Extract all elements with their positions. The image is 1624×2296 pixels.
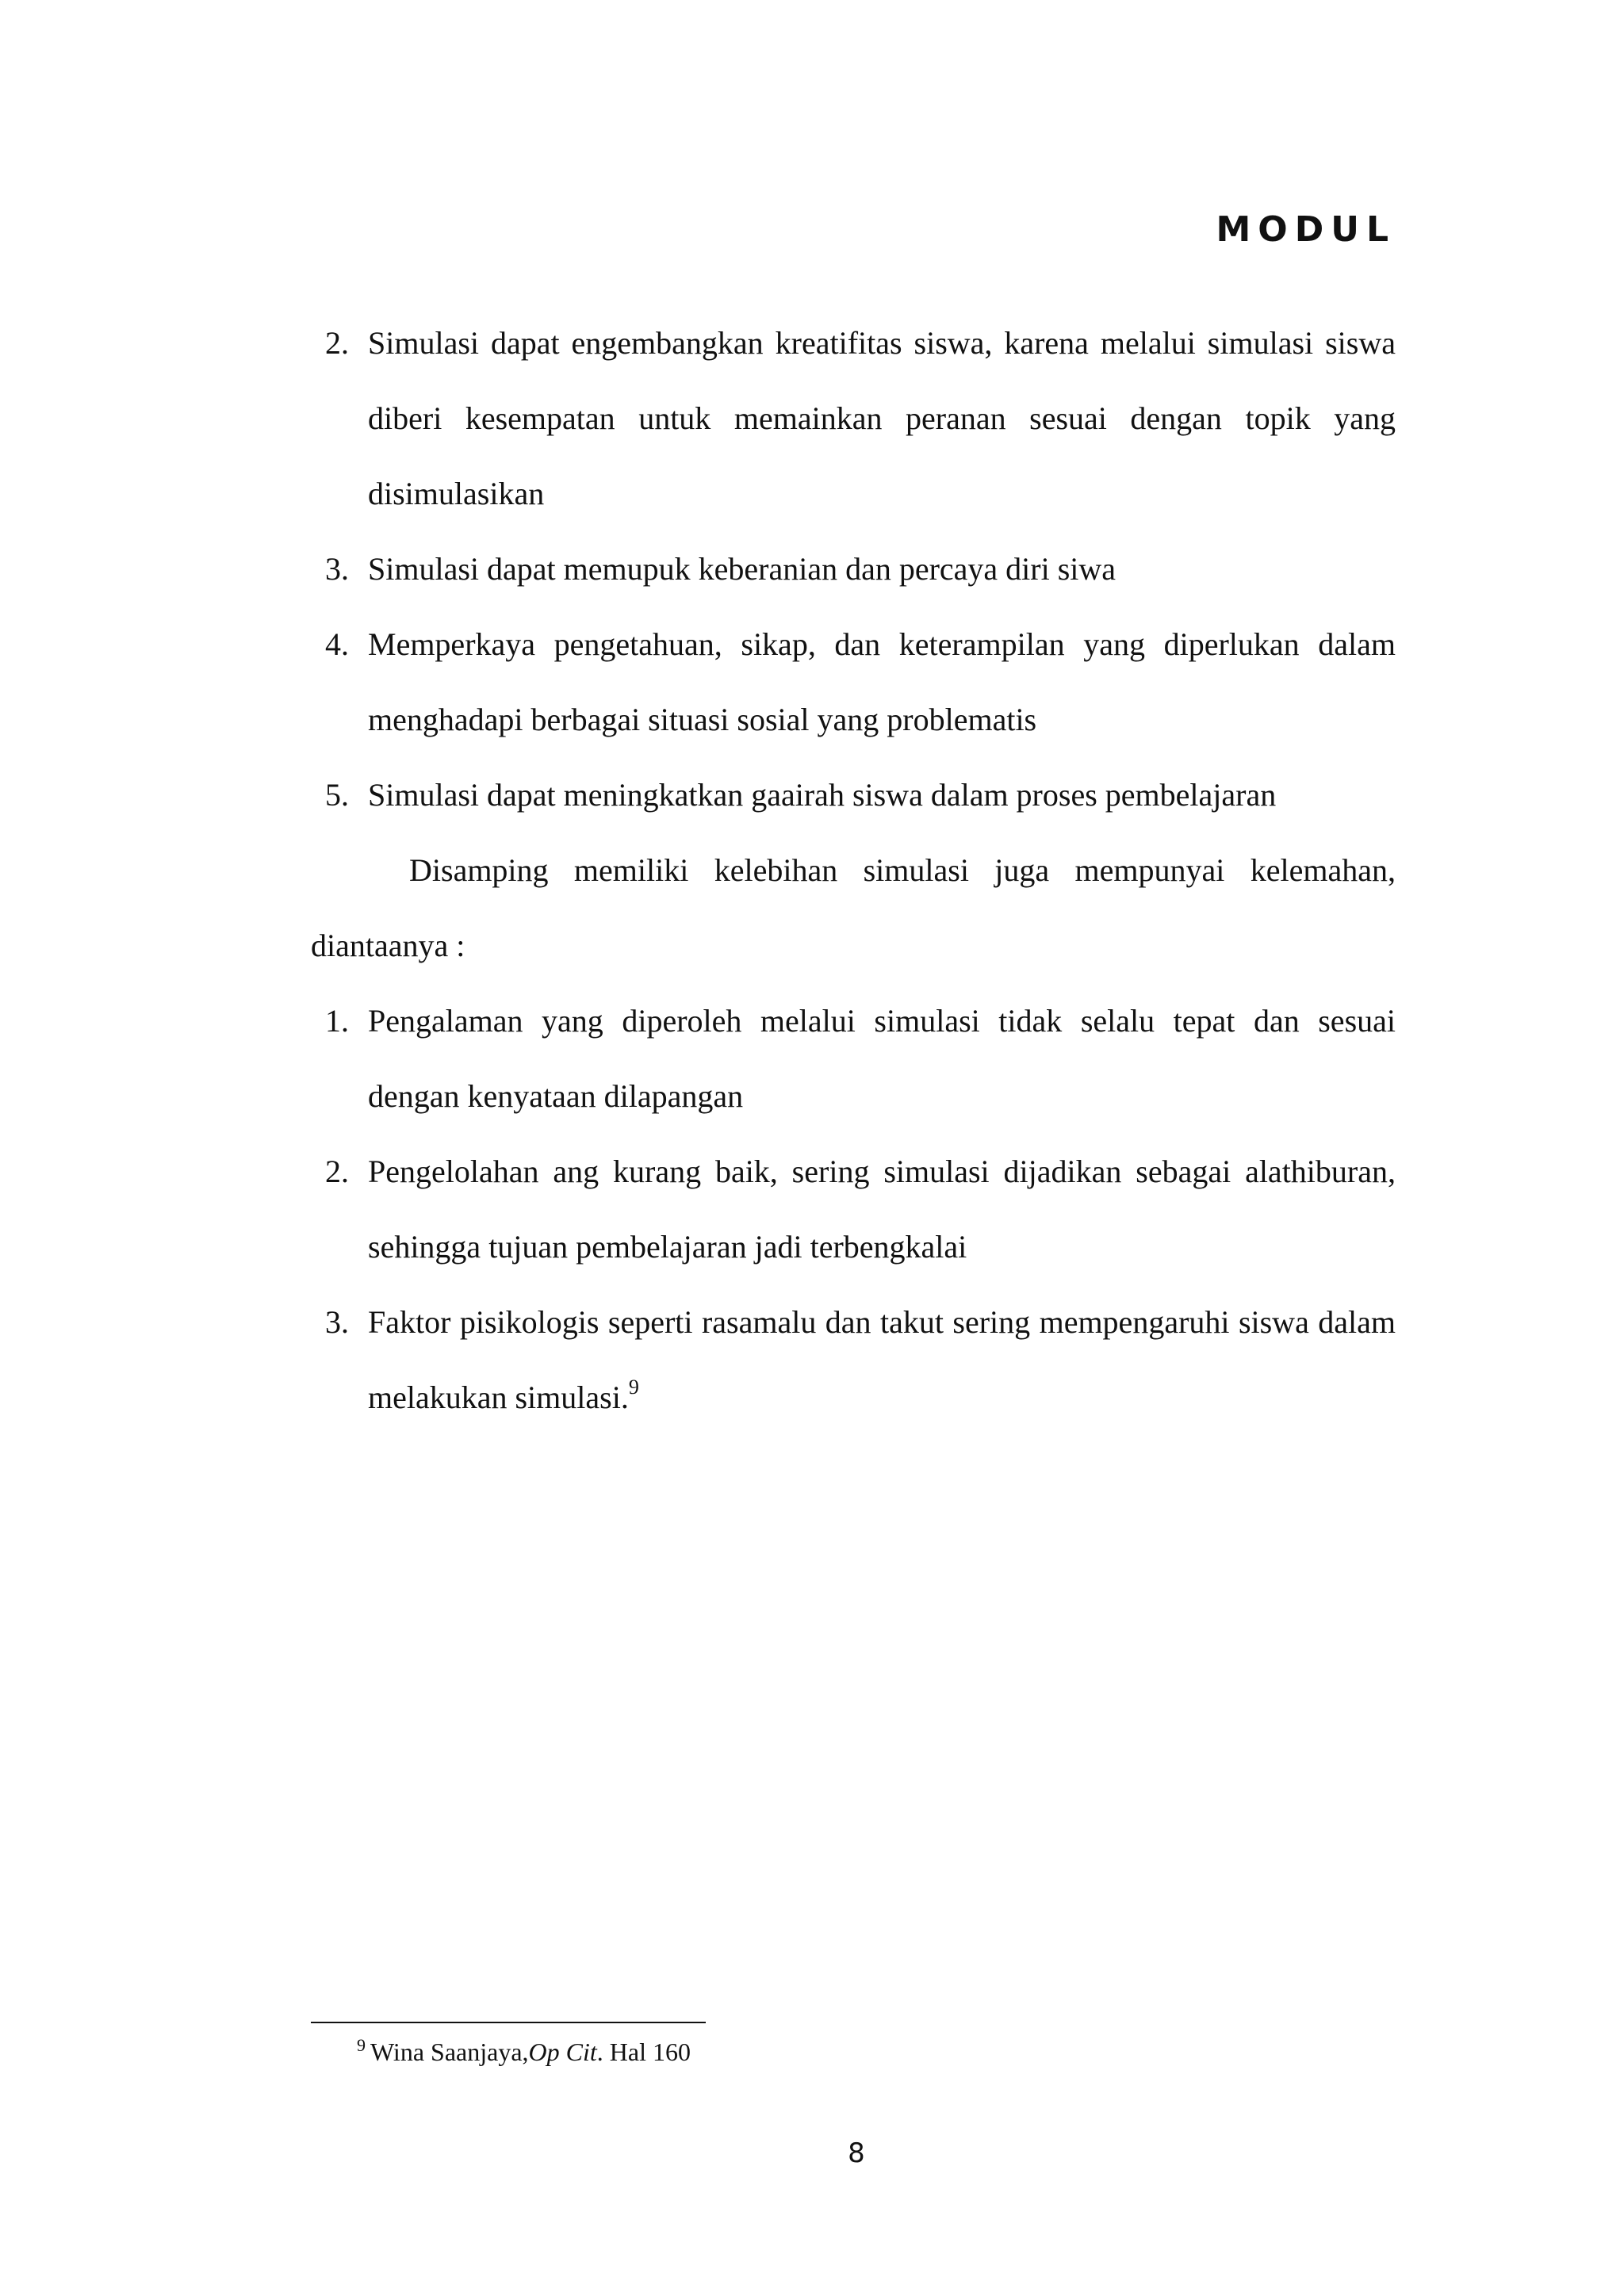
list-item-number: 4.: [325, 626, 349, 662]
footnote-reference[interactable]: 9: [628, 1375, 639, 1399]
running-header-title: MODUL: [1216, 209, 1396, 250]
list-item-number: 1.: [325, 1003, 349, 1039]
list-item-text: Simulasi dapat engembangkan kreatifitas siswa, karena melalui simulasi siswa diberi kesempatan untuk memainkan peranan sesuai dengan topik yang disimulasikan: [368, 325, 1396, 511]
list-item-text: Memperkaya pengetahuan, sikap, dan keterampilan yang diperlukan dalam menghadapi berbagai situasi sosial yang problematis: [368, 626, 1396, 737]
footnote-separator: [311, 2022, 706, 2023]
list-item: [322, 1284, 1396, 1435]
footnote-author: Wina Saanjaya,: [370, 2038, 529, 2066]
list-item-number: 3.: [325, 551, 349, 587]
list-item: [322, 607, 1396, 757]
list-item: [322, 1134, 1396, 1284]
footnote-rest: . Hal 160: [596, 2038, 691, 2066]
list-item-number: 3.: [325, 1304, 349, 1340]
list-item-text: Simulasi dapat meningkatkan gaairah siswa dalam proses pembelajaran: [368, 777, 1277, 813]
list-item-text: [368, 1284, 1396, 1435]
list-item: [322, 305, 1396, 531]
footnote: [357, 2036, 691, 2068]
list-item-text: Pengalaman yang diperoleh melalui simulasi tidak selalu tepat dan sesuai dengan kenyataan dilapangan: [368, 1003, 1396, 1114]
body-paragraph: Disamping memiliki kelebihan simulasi juga mempunyai kelemahan, diantaanya :: [311, 852, 1396, 963]
list-item-number: 2.: [325, 325, 349, 361]
list-item: [322, 757, 1396, 832]
list-item-text: Simulasi dapat memupuk keberanian dan percaya diri siwa: [368, 551, 1116, 587]
list-item-number: 5.: [325, 777, 349, 813]
list-item-text: Pengelolahan ang kurang baik, sering simulasi dijadikan sebagai alathiburan, sehingga tujuan pembelajaran jadi terbengkalai: [368, 1154, 1396, 1265]
list-item-number: 2.: [325, 1154, 349, 1189]
page-number: 8: [848, 2137, 865, 2169]
list-item-text-body: Faktor pisikologis seperti rasamalu dan takut sering mempengaruhi siswa dalam melakukan simulasi.: [368, 1304, 1396, 1415]
footnote-number: 9: [357, 2035, 366, 2056]
list-item: [322, 983, 1396, 1134]
list-item: [322, 531, 1396, 607]
footnote-work: Op Cit: [528, 2038, 597, 2066]
